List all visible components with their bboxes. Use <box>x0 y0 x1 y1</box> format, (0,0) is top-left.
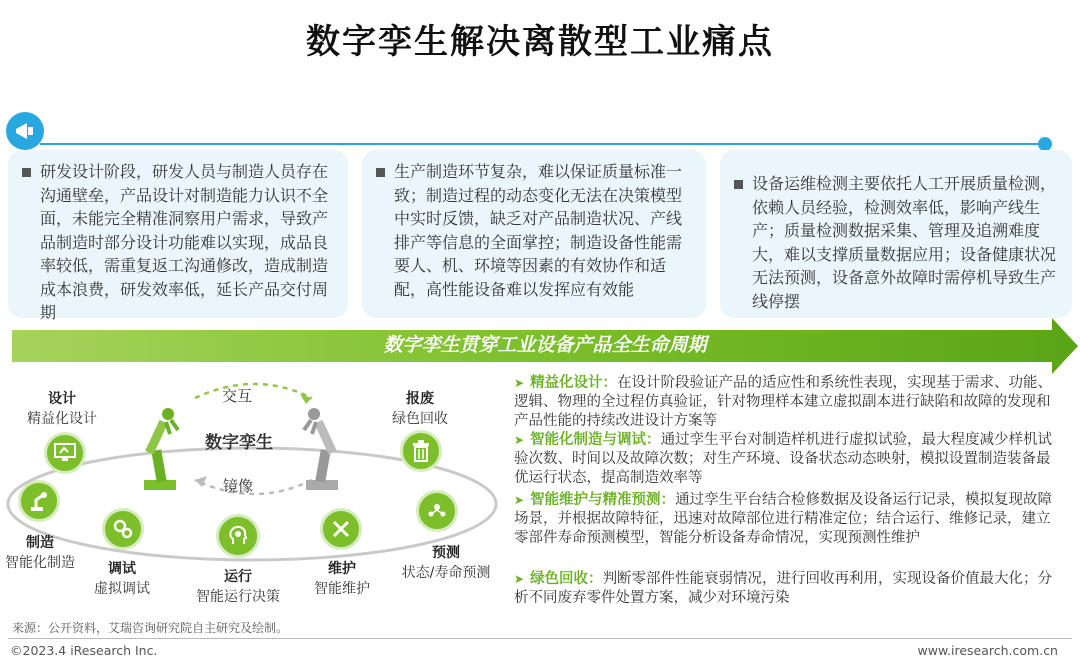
node-maintenance-sub: 智能维护 <box>314 581 370 597</box>
detail-smart-maintenance-body: 通过孪生平台结合检修数据及设备运行记录，模拟复现故障场景，并根据故障特征，迅速对故障部位进行精准定位；结合运行、维修记录，建立零部件寿命预测模型，智能分析设备寿命情况，实现预测性维护 <box>514 492 1053 546</box>
footer-divider <box>8 638 1072 639</box>
node-design-sub: 精益化设计 <box>27 411 97 427</box>
detail-lean-design-head: 精益化设计： <box>530 375 618 391</box>
trash-can-icon <box>400 430 442 472</box>
node-manufacturing <box>0 532 80 572</box>
node-prediction <box>394 542 498 582</box>
node-design <box>20 388 104 428</box>
detail-lean-design-body: 在设计阶段验证产品的适应性和系统性表现，实现基于需求、功能、逻辑、物理的全过程仿真验证，针对物理样本建立虚拟副本进行缺陷和故障的发现和产品性能的持续改进设计方案等 <box>514 375 1053 429</box>
digital-twin-label: 数字孪生 <box>205 433 273 453</box>
node-prediction-name: 预测 <box>432 545 460 561</box>
green-arrow-icon: ➤ <box>514 493 525 507</box>
gears-icon <box>102 508 144 550</box>
pain-point-manufacturing: 生产制造环节复杂，难以保证质量标准一致；制造过程的动态变化无法在决策模型中实时反馈，缺乏对产品制造状况、产线排产等信息的全面掌控；制造设备性能需要人、机、环境等因素的有效协作和适配，高性能设备难以发挥应有效能 <box>362 150 706 318</box>
detail-smart-manufacturing-body: 通过孪生平台对制造样机进行虚拟试验，最大程度减少样机试验次数、时间以及故障次数；对生产环境、设备状态动态映射，模拟设置制造装备最优运行状态，提高制造效率等 <box>514 432 1053 486</box>
node-manufacturing-name: 制造 <box>26 535 54 551</box>
detail-smart-manufacturing-head: 智能化制造与调试： <box>530 432 661 448</box>
lifecycle-banner-text: 数字孪生贯穿工业设备产品全生命周期 <box>383 334 707 356</box>
timeline-end-dot <box>1038 137 1052 151</box>
node-operation-name: 运行 <box>224 569 252 585</box>
detail-smart-maintenance <box>514 491 1060 548</box>
node-scrap-name: 报废 <box>406 391 434 407</box>
website-link[interactable]: www.iresearch.com.cn <box>917 643 1058 658</box>
people-network-icon <box>416 490 458 532</box>
green-arrow-icon: ➤ <box>514 433 525 447</box>
detail-green-recycling-body: 判断零部件性能衰弱情况，进行回收再利用，实现设备价值最大化；分析不同废弃零件处置方案，减少对环境污染 <box>514 571 1053 606</box>
interaction-label: 交互 <box>222 387 253 405</box>
physical-robot-icon <box>138 400 186 492</box>
pain-point-design: 研发设计阶段，研发人员与制造人员存在沟通壁垒，产品设计对制造能力认识不全面，未能完全精准洞察用户需求，导致产品制造时部分设计功能难以实现，成品良率较低，需重复返工沟通修改，造成制造成本浪费，研发效率低，延长产品交付周期 <box>8 150 348 318</box>
node-scrap <box>382 388 458 428</box>
node-scrap-sub: 绿色回收 <box>392 411 448 427</box>
megaphone-icon <box>6 112 44 150</box>
node-prediction-sub: 状态/寿命预测 <box>401 565 491 581</box>
mirror-label: 镜像 <box>223 477 254 495</box>
robot-arm-icon <box>18 480 60 522</box>
node-maintenance <box>302 558 382 598</box>
detail-smart-maintenance-head: 智能维护与精准预测： <box>530 492 676 508</box>
node-design-name: 设计 <box>48 391 76 407</box>
copyright: ©2023.4 iResearch Inc. <box>10 643 158 658</box>
node-operation-sub: 智能运行决策 <box>196 589 280 605</box>
node-commissioning-name: 调试 <box>108 561 136 577</box>
detail-smart-manufacturing <box>514 431 1060 488</box>
green-arrow-icon: ➤ <box>514 376 525 390</box>
node-maintenance-name: 维护 <box>328 561 356 577</box>
page-title: 数字孪生解决离散型工业痛点 <box>306 22 774 62</box>
source-note: 来源：公开资料，艾瑞咨询研究院自主研究及绘制。 <box>12 621 289 635</box>
node-manufacturing-sub: 智能化制造 <box>5 555 75 571</box>
green-arrow-icon: ➤ <box>514 572 525 586</box>
detail-green-recycling <box>514 570 1060 608</box>
node-commissioning-sub: 虚拟调试 <box>94 581 150 597</box>
monitor-design-icon <box>44 432 86 474</box>
timeline-line <box>40 143 1046 145</box>
detail-lean-design <box>514 374 1060 431</box>
detail-green-recycling-head: 绿色回收： <box>530 571 603 587</box>
node-commissioning <box>82 558 162 598</box>
brain-gear-icon <box>216 514 260 558</box>
digital-robot-icon <box>296 400 344 492</box>
pain-point-maintenance: 设备运维检测主要依托人工开展质量检测，依赖人员经验，检测效率低，影响产线生产；质量检测数据采集、管理及追溯难度大，难以支撑质量数据应用；设备健康状况无法预测，设备意外故障时需停机导致生产线停摆 <box>720 150 1072 318</box>
node-operation <box>186 566 290 606</box>
wrench-screwdriver-icon <box>320 508 362 550</box>
